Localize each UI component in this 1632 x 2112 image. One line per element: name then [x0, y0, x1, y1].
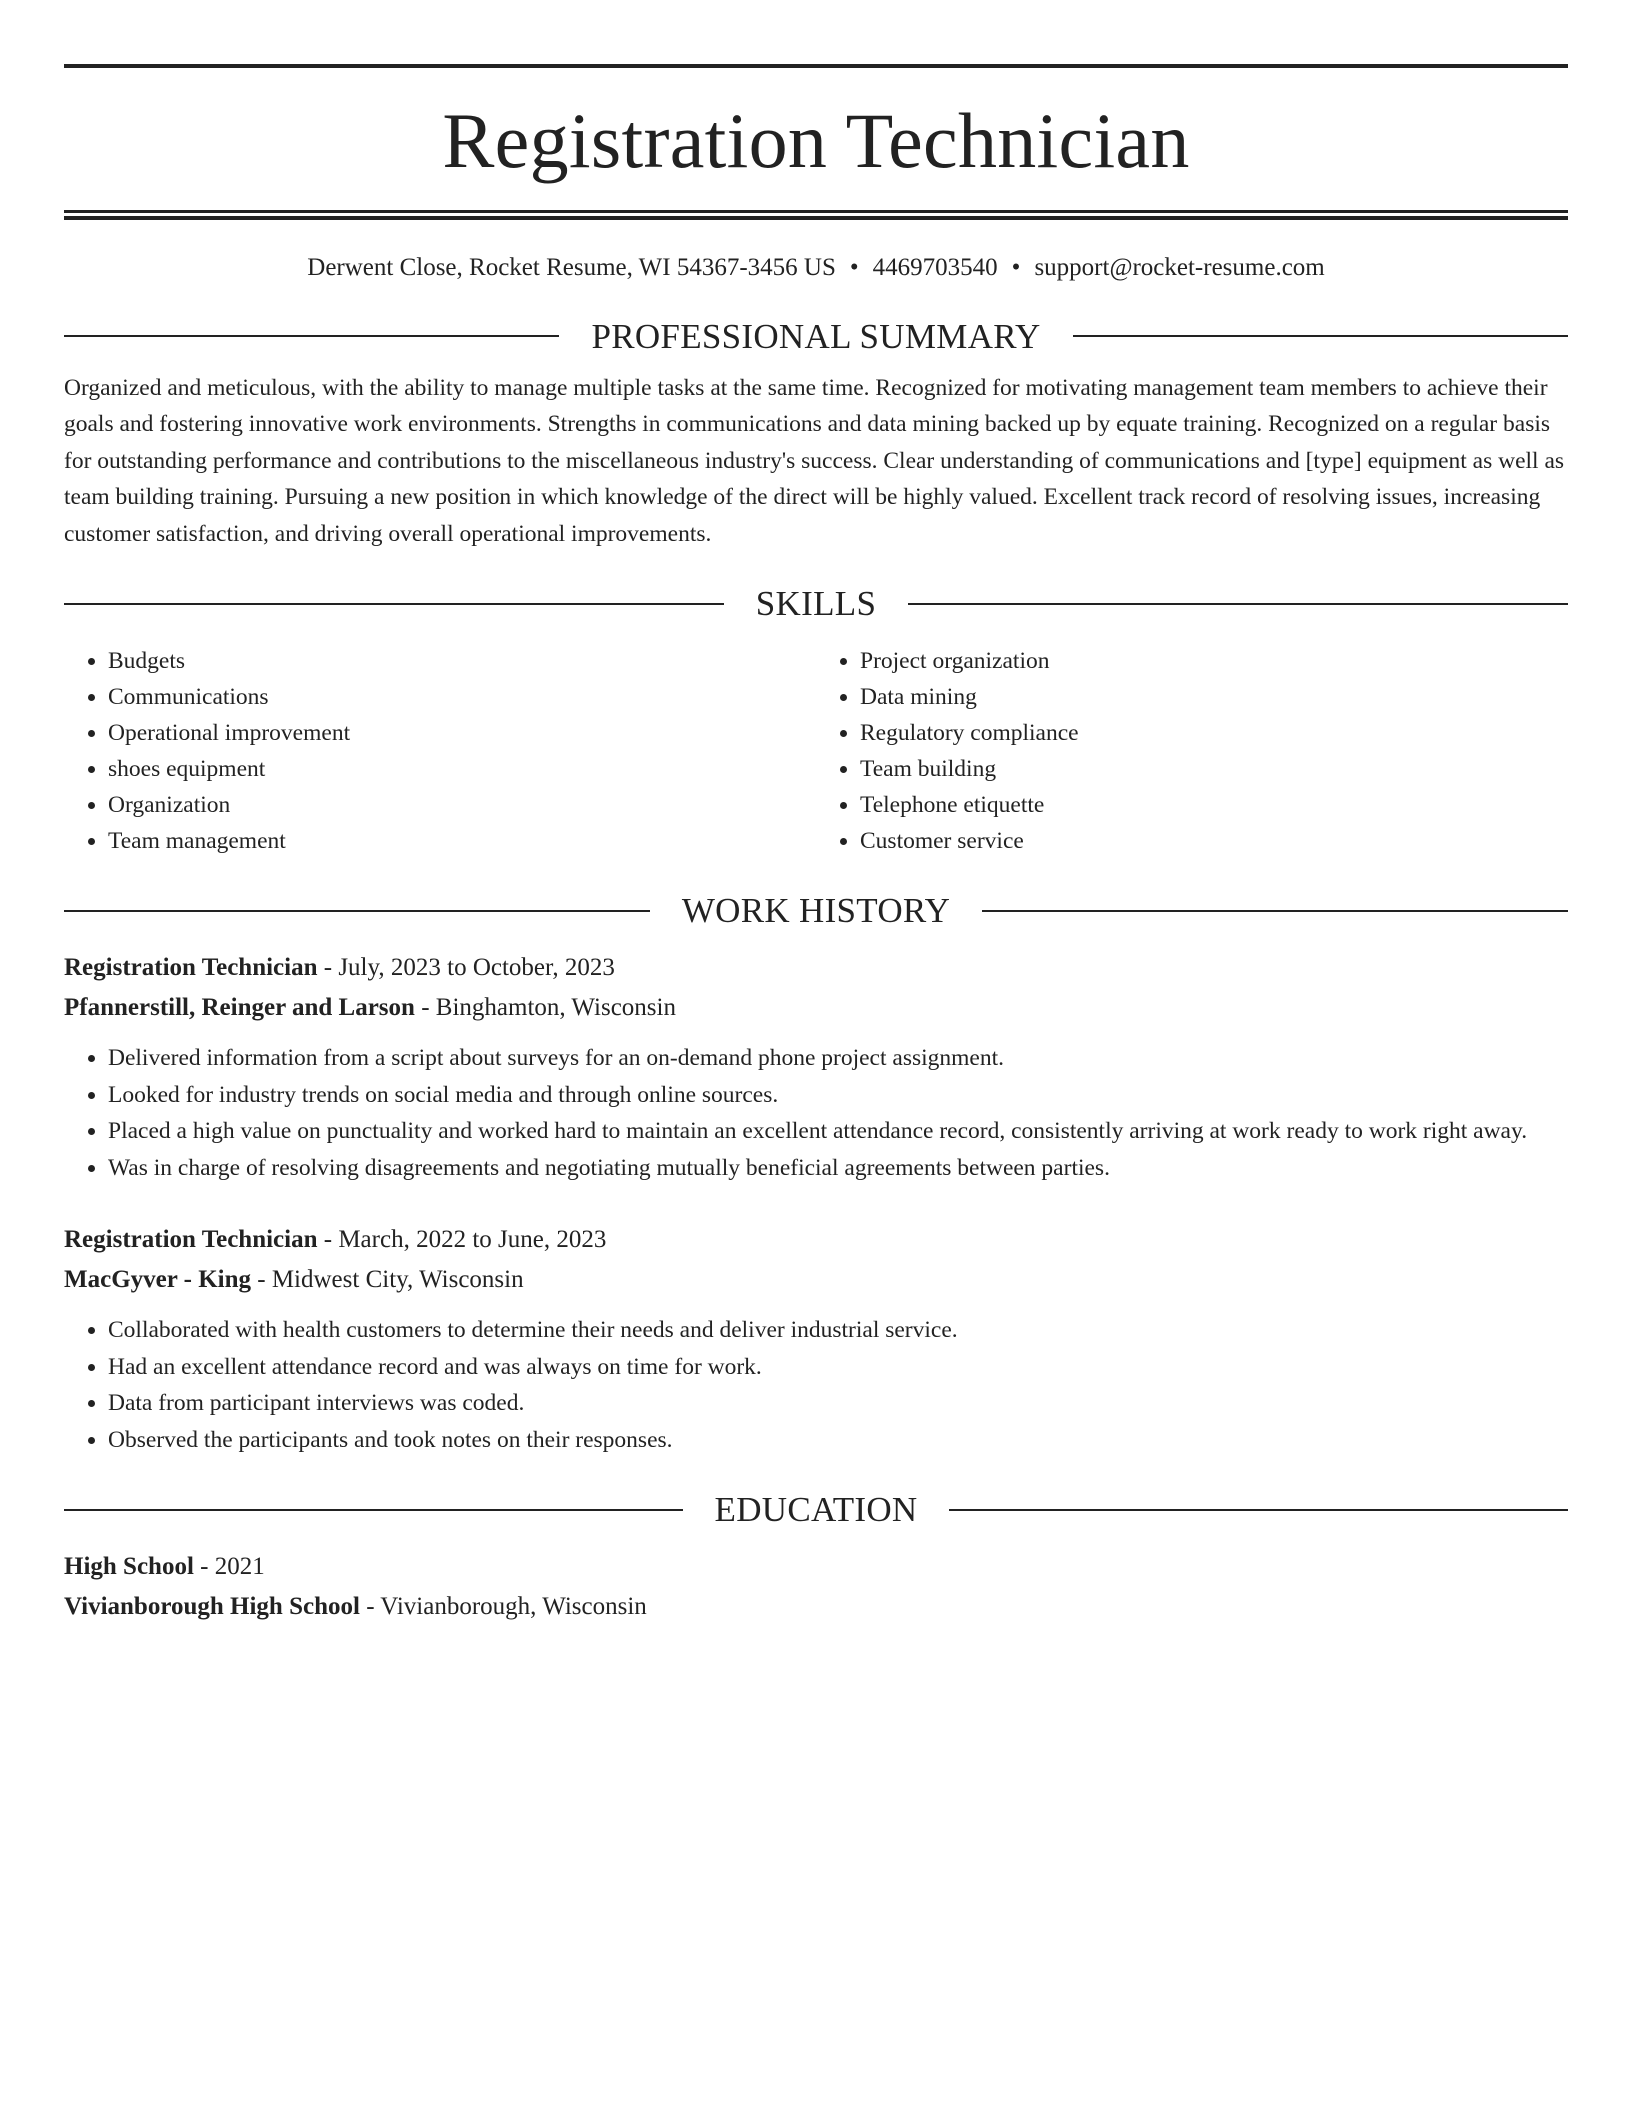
skill-item: • Project organization — [860, 643, 1568, 679]
section-rule — [949, 1509, 1568, 1511]
job-company: MacGyver - King — [64, 1266, 251, 1293]
job-dates: - July, 2023 to October, 2023 — [317, 954, 615, 981]
section-title: WORK HISTORY — [681, 891, 951, 930]
job-title-line — [64, 948, 1568, 988]
section-title: PROFESSIONAL SUMMARY — [591, 316, 1041, 356]
job-bullet: • Collaborated with health customers to determine their needs and deliver industrial service. — [108, 1312, 1568, 1349]
section-rule — [64, 603, 724, 605]
job-bullets — [64, 1312, 1568, 1458]
section-rule — [982, 910, 1568, 912]
job-title: Registration Technician — [64, 954, 318, 981]
contact-separator: • — [1011, 254, 1021, 281]
job-dates: - March, 2022 to June, 2023 — [317, 1226, 607, 1253]
job-bullets — [64, 1040, 1568, 1186]
contact-email: support@rocket-resume.com — [1034, 254, 1325, 281]
section-rule — [908, 603, 1568, 605]
job-bullet: • Data from participant interviews was coded. — [108, 1385, 1568, 1422]
education-location: - Vivianborough, Wisconsin — [359, 1593, 647, 1620]
skill-item: • Regulatory compliance — [860, 715, 1568, 751]
work-section-heading — [64, 893, 1568, 928]
job-entry — [64, 1220, 1568, 1458]
job-title: Registration Technician — [64, 1226, 318, 1253]
education-school: Vivianborough High School — [64, 1593, 360, 1620]
skill-item: • Organization — [108, 787, 816, 823]
skill-item: • Operational improvement — [108, 715, 816, 751]
job-bullet: • Had an excellent attendance record and was always on time for work. — [108, 1349, 1568, 1386]
contact-address: Derwent Close, Rocket Resume, WI 54367-3456 US — [307, 254, 836, 281]
education-degree: High School — [64, 1553, 194, 1580]
section-title: SKILLS — [755, 584, 877, 623]
summary-paragraph: Organized and meticulous, with the ability to manage multiple tasks at the same time. Recognized for motivating management team members to achieve their goals and fostering innovative work environments. Strengths in communications and data mining backed up by equate training. Recognized on a regular basis for outstanding performance and contributions to the miscellaneous industry's success. Clear understanding of communications and [type] equipment as well as team building training. Pursuing a new position in which knowledge of the direct will be highly valued. Excellent track record of resolving issues, increasing customer satisfaction, and driving overall operational improvements. — [64, 374, 1565, 547]
section-rule — [64, 1509, 683, 1511]
section-rule — [1073, 335, 1568, 337]
job-location: - Binghamton, Wisconsin — [414, 994, 676, 1021]
job-title-line — [64, 1220, 1568, 1260]
contact-separator: • — [849, 254, 859, 281]
job-bullet: • Observed the participants and took notes on their responses. — [108, 1422, 1568, 1459]
education-section-heading — [64, 1492, 1568, 1527]
section-rule — [64, 335, 559, 337]
header-double-rule — [64, 210, 1568, 220]
skills-column-right — [816, 643, 1568, 859]
skill-item: • shoes equipment — [108, 751, 816, 787]
job-bullet: • Delivered information from a script about surveys for an on-demand phone project assignment. — [108, 1040, 1568, 1077]
job-company-line — [64, 1260, 1568, 1300]
skill-item: • Budgets — [108, 643, 816, 679]
education-year: - 2021 — [193, 1553, 265, 1580]
job-bullet: • Placed a high value on punctuality and worked hard to maintain an excellent attendance record, consistently arriving at work ready to work right away. — [108, 1113, 1568, 1150]
job-bullet: • Looked for industry trends on social media and through online sources. — [108, 1077, 1568, 1114]
skills-section-heading — [64, 586, 1568, 621]
summary-section-heading — [64, 316, 1568, 356]
education-school-line — [64, 1587, 1568, 1627]
job-location: - Midwest City, Wisconsin — [251, 1266, 524, 1293]
skill-item: • Team management — [108, 823, 816, 859]
job-company-line — [64, 988, 1568, 1028]
skills-column-left — [64, 643, 816, 859]
skill-item: • Data mining — [860, 679, 1568, 715]
skill-item: • Customer service — [860, 823, 1568, 859]
contact-phone: 4469703540 — [872, 254, 998, 281]
job-entry — [64, 948, 1568, 1186]
education-entry — [64, 1547, 1568, 1627]
contact-line — [64, 252, 1568, 285]
skill-item: • Team building — [860, 751, 1568, 787]
job-company: Pfannerstill, Reinger and Larson — [64, 994, 415, 1021]
resume-title: Registration Technician — [442, 97, 1190, 184]
skill-item: • Communications — [108, 679, 816, 715]
skill-item: • Telephone etiquette — [860, 787, 1568, 823]
header-top-rule — [64, 64, 1568, 68]
skills-list — [64, 643, 1568, 859]
section-rule — [64, 910, 650, 912]
section-title: EDUCATION — [714, 1490, 918, 1529]
education-degree-line — [64, 1547, 1568, 1587]
job-bullet: • Was in charge of resolving disagreements and negotiating mutually beneficial agreements between parties. — [108, 1150, 1568, 1187]
